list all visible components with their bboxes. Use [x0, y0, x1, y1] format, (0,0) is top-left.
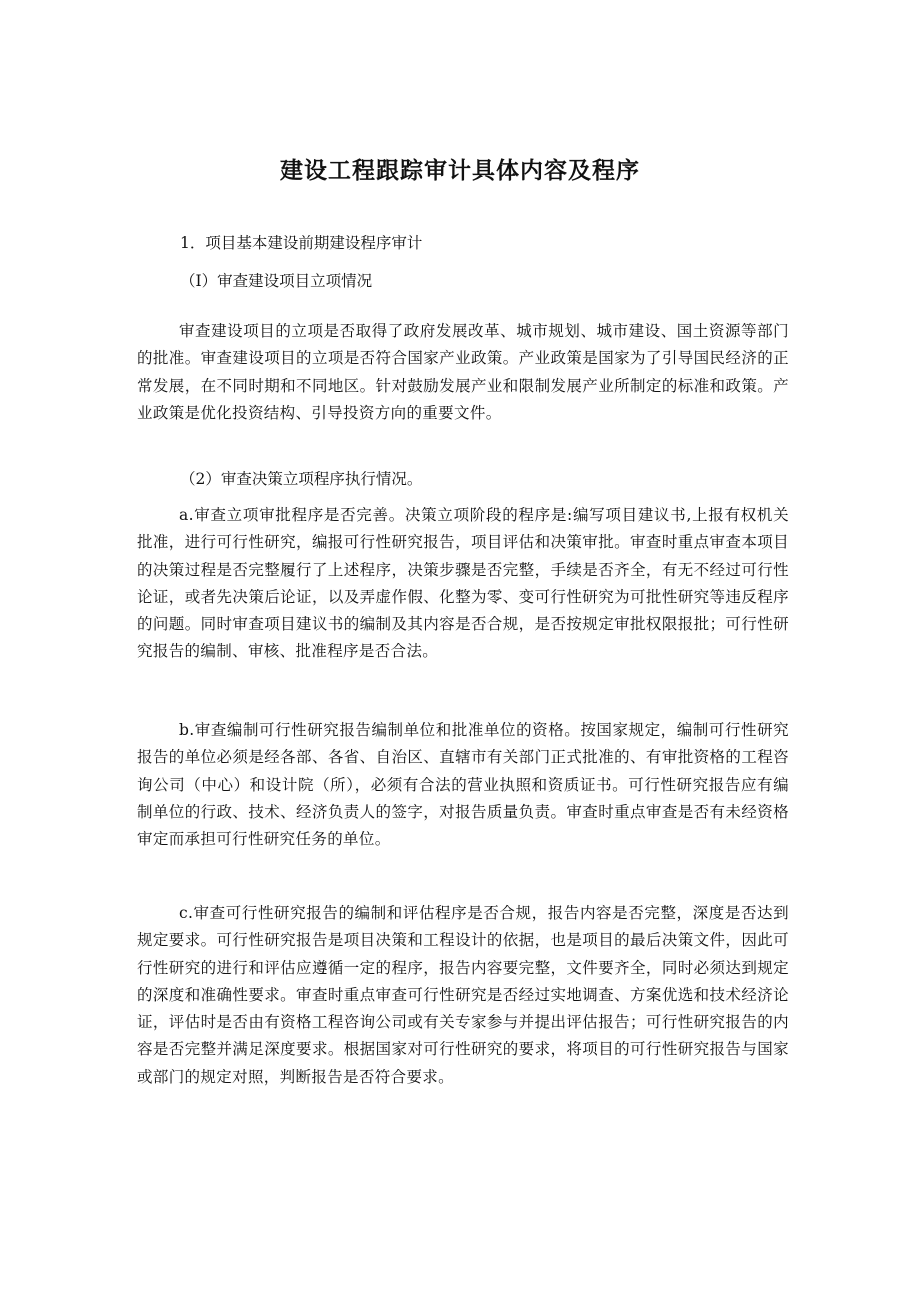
- list-item-paragraph: a.审查立项审批程序是否完善。决策立项阶段的程序是:编写项目建议书,上报有权机关批准，进行可行性研究，编报可行性研究报告，项目评估和决策审批。审查时重点审查本项目的决策过程是否完整履行了上述程序，决策步骤是否完整，手续是否齐全，有无不经过可行性论证，或者先决策后论证，以及弄虚作假、化整为零、变可行性研究为可批性研究等违反程序的问题。同时审查项目建议书的编制及其内容是否合规，是否按规定审批权限报批；可行性研究报告的编制、审核、批准程序是否合法。: [137, 506, 789, 661]
- section-heading: 1．项目基本建设前期建设程序审计: [180, 234, 423, 252]
- list-item-paragraph: c.审查可行性研究报告的编制和评估程序是否合规，报告内容是否完整，深度是否达到规定要求。可行性研究报告是项目决策和工程设计的依据，也是项目的最后决策文件，因此可行性研究的进行和评估应遵循一定的程序，报告内容要完整，文件要齐全，同时必须达到规定的深度和准确性要求。审查时重点审查可行性研究是否经过实地调查、方案优选和技术经济论证，评估时是否由有资格工程咨询公司或有关专家参与并提出评估报告；可行性研究报告的内容是否完整并满足深度要求。根据国家对可行性研究的要求，将项目的可行性研究报告与国家或部门的规定对照，判断报告是否符合要求。: [137, 904, 789, 1086]
- body-paragraph: 审查建设项目的立项是否取得了政府发展改革、城市规划、城市建设、国土资源等部门的批准。审查建设项目的立项是否符合国家产业政策。产业政策是国家为了引导国民经济的正常发展，在不同时期和不同地区。针对鼓励发展产业和限制发展产业所制定的标准和政策。产业政策是优化投资结构、引导投资方向的重要文件。: [137, 322, 789, 422]
- subsection-heading: （2）审查决策立项程序执行情况。: [180, 470, 423, 488]
- document-title: 建设工程跟踪审计具体内容及程序: [280, 158, 640, 184]
- subsection-heading: （I）审查建设项目立项情况: [180, 272, 373, 290]
- list-item-paragraph: b.审查编制可行性研究报告编制单位和批准单位的资格。按国家规定，编制可行性研究报告的单位必须是经各部、各省、自治区、直辖市有关部门正式批准的、有审批资格的工程咨询公司（中心）和设计院（所），必须有合法的营业执照和资质证书。可行性研究报告应有编制单位的行政、技术、经济负责人的签字，对报告质量负责。审查时重点审查是否有未经资格审定而承担可行性研究任务的单位。: [137, 721, 789, 849]
